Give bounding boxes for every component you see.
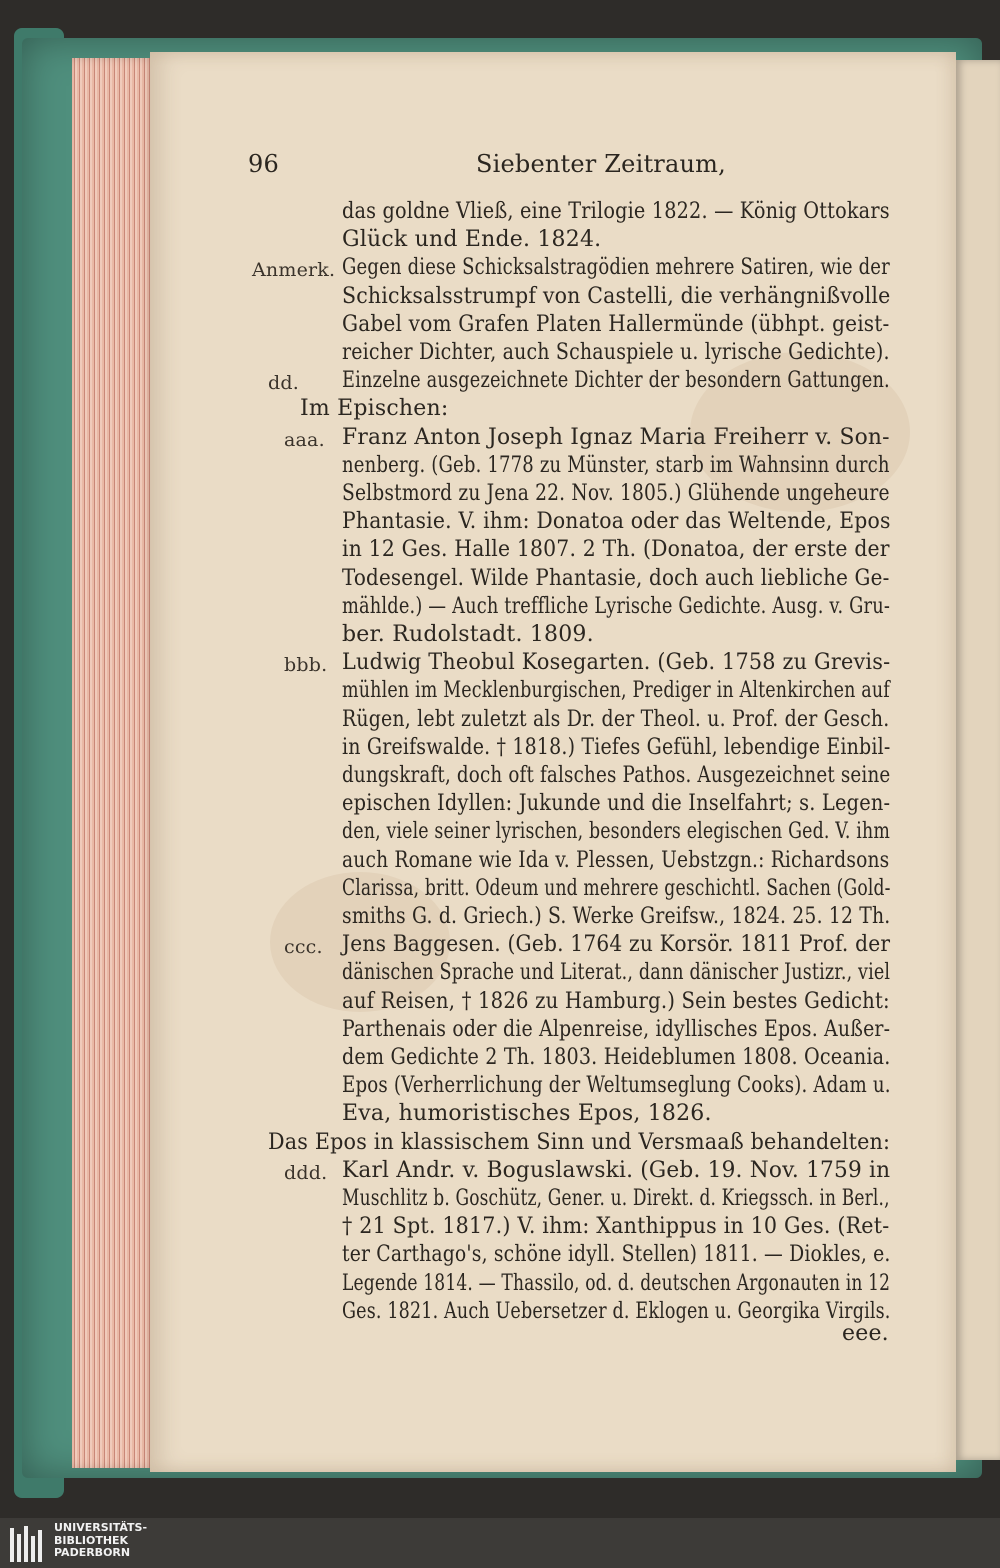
text-line: Gabel vom Grafen Platen Hallermünde (übhpt. geist- <box>342 311 890 337</box>
page-edges <box>72 58 156 1468</box>
logo-line: PADERBORN <box>54 1546 131 1559</box>
text-line: ber. Rudolstadt. 1809. <box>342 622 594 647</box>
text-line: Todesengel. Wilde Phantasie, doch auch liebliche Ge- <box>342 565 890 591</box>
text-line: smiths G. d. Griech.) S. Werke Greifsw., 1824. 25. 12 Th. <box>342 904 891 929</box>
text-line: Rügen, lebt zuletzt als Dr. der Theol. u. Prof. der Gesch. <box>342 706 890 732</box>
text-line: Legende 1814. — Thassilo, od. d. deutschen Argonauten in 12 <box>342 1270 891 1296</box>
text-line: epischen Idyllen: Jukunde und die Inselfahrt; s. Legen- <box>342 791 891 817</box>
text-line: auf Reisen, † 1826 zu Hamburg.) Sein bestes Gedicht: <box>342 988 890 1014</box>
text-line: Selbstmord zu Jena 22. Nov. 1805.) Glühende ungeheure <box>342 481 890 506</box>
text-line: den, viele seiner lyrischen, besonders elegischen Ged. V. ihm <box>342 819 890 845</box>
text-line: auch Romane wie Ida v. Plessen, Uebstzgn.: Richardsons <box>342 847 890 873</box>
text-line: Ludwig Theobul Kosegarten. (Geb. 1758 zu Grevis- <box>342 650 891 676</box>
text-line: mühlen im Mecklenburgischen, Prediger in Altenkirchen auf <box>342 678 890 704</box>
text-line: mählde.) — Auch treffliche Lyrische Gedichte. Ausg. v. Gru- <box>342 593 891 619</box>
text-line: Gegen diese Schicksalstragödien mehrere Satiren, wie der <box>342 255 890 281</box>
text-line: Karl Andr. v. Boguslawski. (Geb. 19. Nov. 1759 in <box>342 1157 891 1183</box>
text-line: dänischen Sprache und Literat., dann dänischer Justizr., viel <box>342 960 891 986</box>
text-line: Ges. 1821. Auch Uebersetzer d. Eklogen u. Georgika Virgils. <box>342 1298 891 1324</box>
logo-line: BIBLIOTHEK <box>54 1533 129 1547</box>
text-line: das goldne Vließ, eine Trilogie 1822. — König Ottokars <box>342 199 890 224</box>
library-logo-icon <box>8 1524 48 1564</box>
text-line: Das Epos in klassischem Sinn und Versmaaß behandelten: <box>268 1129 891 1155</box>
text-line: Franz Anton Joseph Ignaz Maria Freiherr v. Son- <box>342 424 890 450</box>
page-number: 96 <box>248 150 279 178</box>
text-line: in Greifswalde. † 1818.) Tiefes Gefühl, lebendige Einbil- <box>342 734 891 760</box>
text-line: Eva, humoristisches Epos, 1826. <box>342 1101 712 1127</box>
entry-label: bbb. <box>284 654 328 677</box>
text-line: in 12 Ges. Halle 1807. 2 Th. (Donatoa, der erste der <box>342 537 890 563</box>
text-line: nenberg. (Geb. 1778 zu Münster, starb im Wahnsinn durch <box>342 452 890 478</box>
logo-line: UNIVERSITÄTS- <box>54 1521 148 1534</box>
entry-label: aaa. <box>284 428 325 451</box>
text-line: ter Carthago's, schöne idyll. Stellen) 1811. — Diokles, e. <box>342 1242 891 1268</box>
entry-label: ccc. <box>284 936 323 959</box>
next-page-edge <box>956 60 1000 1460</box>
text-line: reicher Dichter, auch Schauspiele u. lyrische Gedichte). <box>342 340 890 365</box>
footer-bar <box>0 1518 1000 1568</box>
text-line: Muschlitz b. Goschütz, Gener. u. Direkt. d. Kriegssch. in Berl., <box>342 1186 890 1211</box>
text-line: Im Epischen: <box>300 396 449 422</box>
text-line: Jens Baggesen. (Geb. 1764 zu Korsör. 1811 Prof. der <box>342 932 891 958</box>
text-line: † 21 Spt. 1817.) V. ihm: Xanthippus in 10 Ges. (Ret- <box>342 1214 890 1240</box>
text-line: Glück und Ende. 1824. <box>342 227 602 253</box>
entry-label: dd. <box>268 372 299 395</box>
text-line: dem Gedichte 2 Th. 1803. Heideblumen 1808. Oceania. <box>342 1045 891 1070</box>
entry-label: ddd. <box>284 1161 328 1184</box>
text-line: Parthenais oder die Alpenreise, idyllisches Epos. Außer- <box>342 1016 891 1042</box>
text-line: Epos (Verherrlichung der Weltumseglung Cooks). Adam u. <box>342 1073 891 1099</box>
library-logo-text <box>54 1522 147 1560</box>
text-line: Clarissa, britt. Odeum und mehrere geschichtl. Sachen (Gold- <box>342 875 891 901</box>
text-line: Schicksalsstrumpf von Castelli, die verhängnißvolle <box>342 283 891 309</box>
running-title: Siebenter Zeitraum, <box>476 150 726 178</box>
catchword: eee. <box>842 1321 889 1346</box>
entry-label: Anmerk. <box>252 259 336 282</box>
text-line: Phantasie. V. ihm: Donatoa oder das Weltende, Epos <box>342 509 891 535</box>
text-line: Einzelne ausgezeichnete Dichter der besondern Gattungen. <box>342 368 890 394</box>
text-line: dungskraft, doch oft falsches Pathos. Ausgezeichnet seine <box>342 763 891 788</box>
